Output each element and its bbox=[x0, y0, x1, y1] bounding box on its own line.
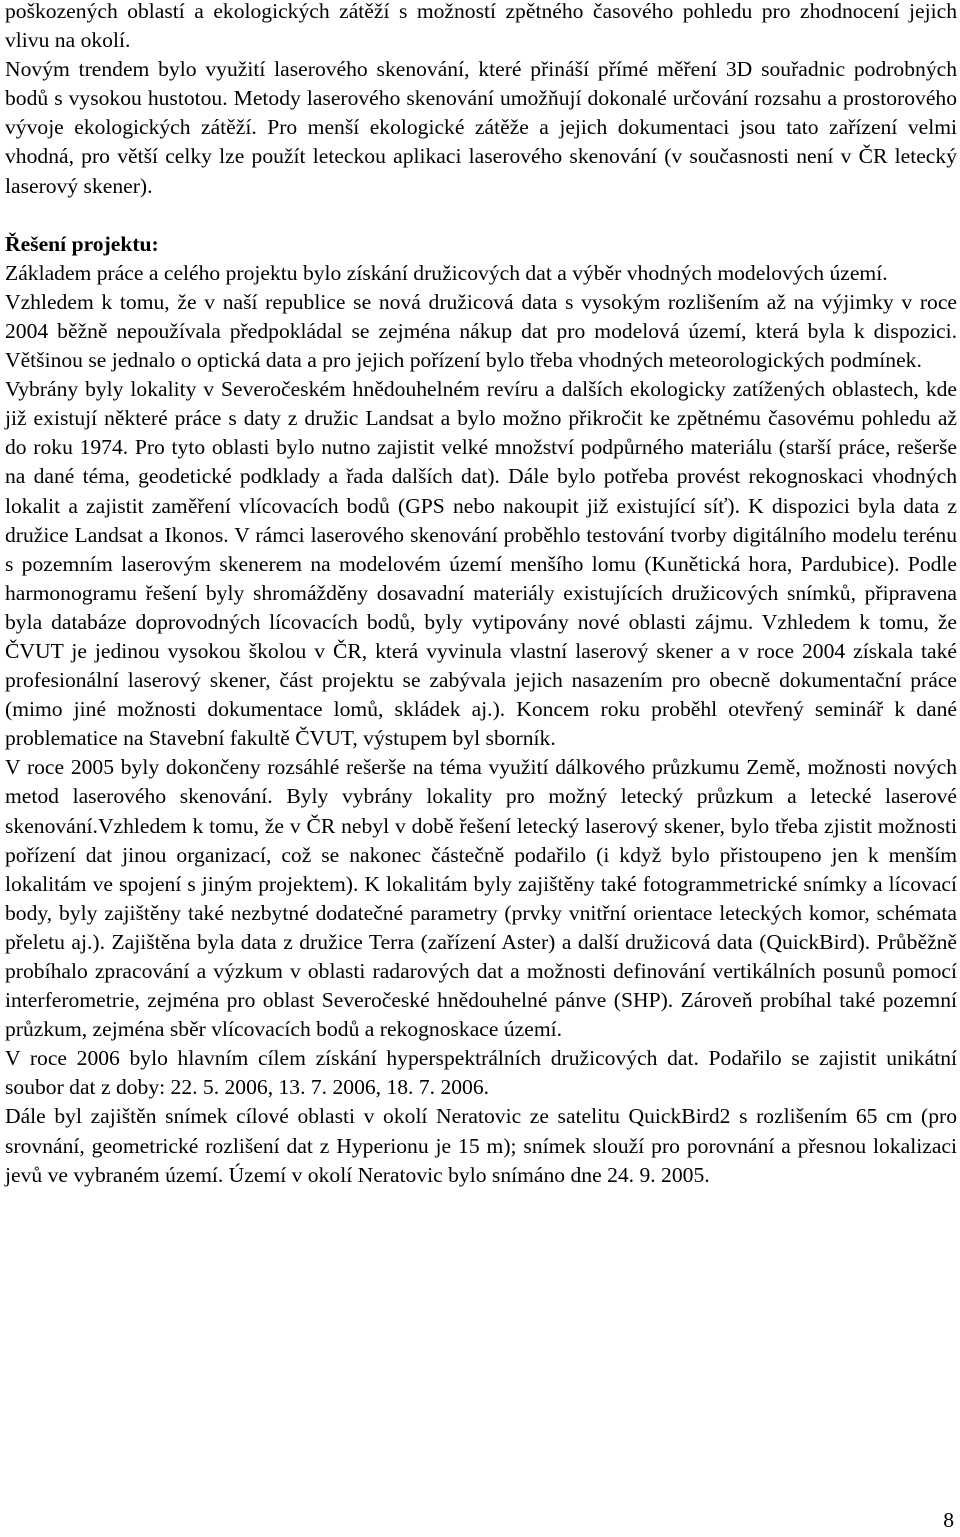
paragraph-laser-scanning-trend: Novým trendem bylo využití laserového skenování, které přináší přímé měření 3D souřadnic podrobných bodů s vysokou hustotou. Metody laserového skenování umožňují dokonalé určování rozsahu a prostorového vývoje ekologických zátěží. Pro menší ekologické zátěže a jejich dokumentaci jsou tato zařízení velmi vhodná, pro větší celky lze použít leteckou aplikaci laserového skenování (v současnosti není v ČR letecký laserový skener). bbox=[5, 57, 957, 198]
paragraph-year-2005: V roce 2005 byly dokončeny rozsáhlé rešerše na téma využití dálkového průzkumu Země, možnosti nových metod laserového skenování. Byly vybrány lokality pro možný letecký průzkum a letecké laserové skenování.Vzhledem k tomu, že v ČR nebyl v době řešení letecký laserový skener, bylo třeba zjistit možnosti pořízení dat jinou organizací, což se nakonec částečně podařilo (i když bylo přistoupeno jen k menším lokalitám ve spojení s jiným projektem). K lokalitám byly zajištěny také fotogrammetrické snímky a lícovací body, byly zajištěny také nezbytné dodatečné parametry (prvky vnitřní orientace leteckých komor, schémata přeletu aj.). Zajištěna byla data z družice Terra (zařízení Aster) a další družicová data (QuickBird). Průběžně probíhalo zpracování a výzkum v oblasti radarových dat a možnosti definování vertikálních posunů pomocí interferometrie, zejména pro oblast Severočeské hnědouhelné pánve (SHP). Zároveň probíhal také pozemní průzkum, zejména sběr vlícovacích bodů a rekognoskace území. bbox=[5, 755, 957, 1042]
paragraph-project-basis: Základem práce a celého projektu bylo získání družicových dat a výběr vhodných modelových území. bbox=[5, 260, 888, 285]
paragraph-year-2006: V roce 2006 bylo hlavním cílem získání hyperspektrálních družicových dat. Podařilo se zajistit unikátní soubor dat z doby: 22. 5. 2006, 13. 7. 2006, 18. 7. 2006. bbox=[5, 1046, 957, 1100]
paragraph-satellite-data-2004: Vzhledem k tomu, že v naší republice se nová družicová data s vysokým rozlišením až na výjimky v roce 2004 běžně nepoužívala předpokládal se zejména nákup dat pro modelová území, která byla k dispozici. Většinou se jednalo o optická data a pro jejich pořízení bylo třeba vhodných meteorologických podmínek. bbox=[5, 289, 957, 373]
paragraph-intro-continuation: poškozených oblastí a ekologických zátěží s možností zpětného časového pohledu pro zhodnocení jejich vlivu na okolí. bbox=[5, 0, 957, 53]
paragraph-selected-localities: Vybrány byly lokality v Severočeském hnědouhelném revíru a dalších ekologicky zatížených oblastech, kde již existují některé práce s daty z družic Landsat a bylo možno přikročit ke zpětnému časovému pohledu až do roku 1974. Pro tyto oblasti bylo nutno zajistit velké množství podpůrného materiálu (starší práce, rešerše na dané téma, geodetické podklady a řada dalších dat). Dále bylo potřeba provést rekognoskaci vhodných lokalit a zajistit zaměření vlícovacích bodů (GPS nebo nakoupit již existující síť). K dispozici byla data z družice Landsat a Ikonos. V rámci laserového skenování proběhlo testování tvorby digitálního modelu terénu s pozemním laserovým skenerem na modelovém území menšího lomu (Kunětická hora, Pardubice). Podle harmonogramu řešení byly shromážděny dosavadní materiály existujících družicových snímků, připravena byla databáze doprovodných lícovacích bodů, byly vytipovány nové oblasti zájmu. Vzhledem k tomu, že ČVUT je jedinou vysokou školou v ČR, která vyvinula vlastní laserový skener a v roce 2004 získala také profesionální laserový skener, část projektu se zabývala jejich nasazením pro obecně dokumentační práce (mimo jiné možnosti dokumentace lomů, skládek aj.). Koncem roku proběhl otevřený seminář k dané problematice na Stavební fakultě ČVUT, výstupem byl sborník. bbox=[5, 377, 957, 751]
page-body bbox=[5, 0, 957, 1190]
paragraph-neratovice-image: Dále byl zajištěn snímek cílové oblasti v okolí Neratovic ze satelitu QuickBird2 s rozlišením 65 cm (pro srovnání, geometrické rozlišení dat z Hyperionu je 15 m); snímek slouží pro porovnání a přesnou lokalizaci jevů ve vybraném území. Území v okolí Neratovic bylo snímáno dne 24. 9. 2005. bbox=[5, 1104, 957, 1187]
section-heading-project-solution: Řešení projektu: bbox=[5, 231, 159, 256]
page-number: 8 bbox=[943, 1508, 954, 1532]
